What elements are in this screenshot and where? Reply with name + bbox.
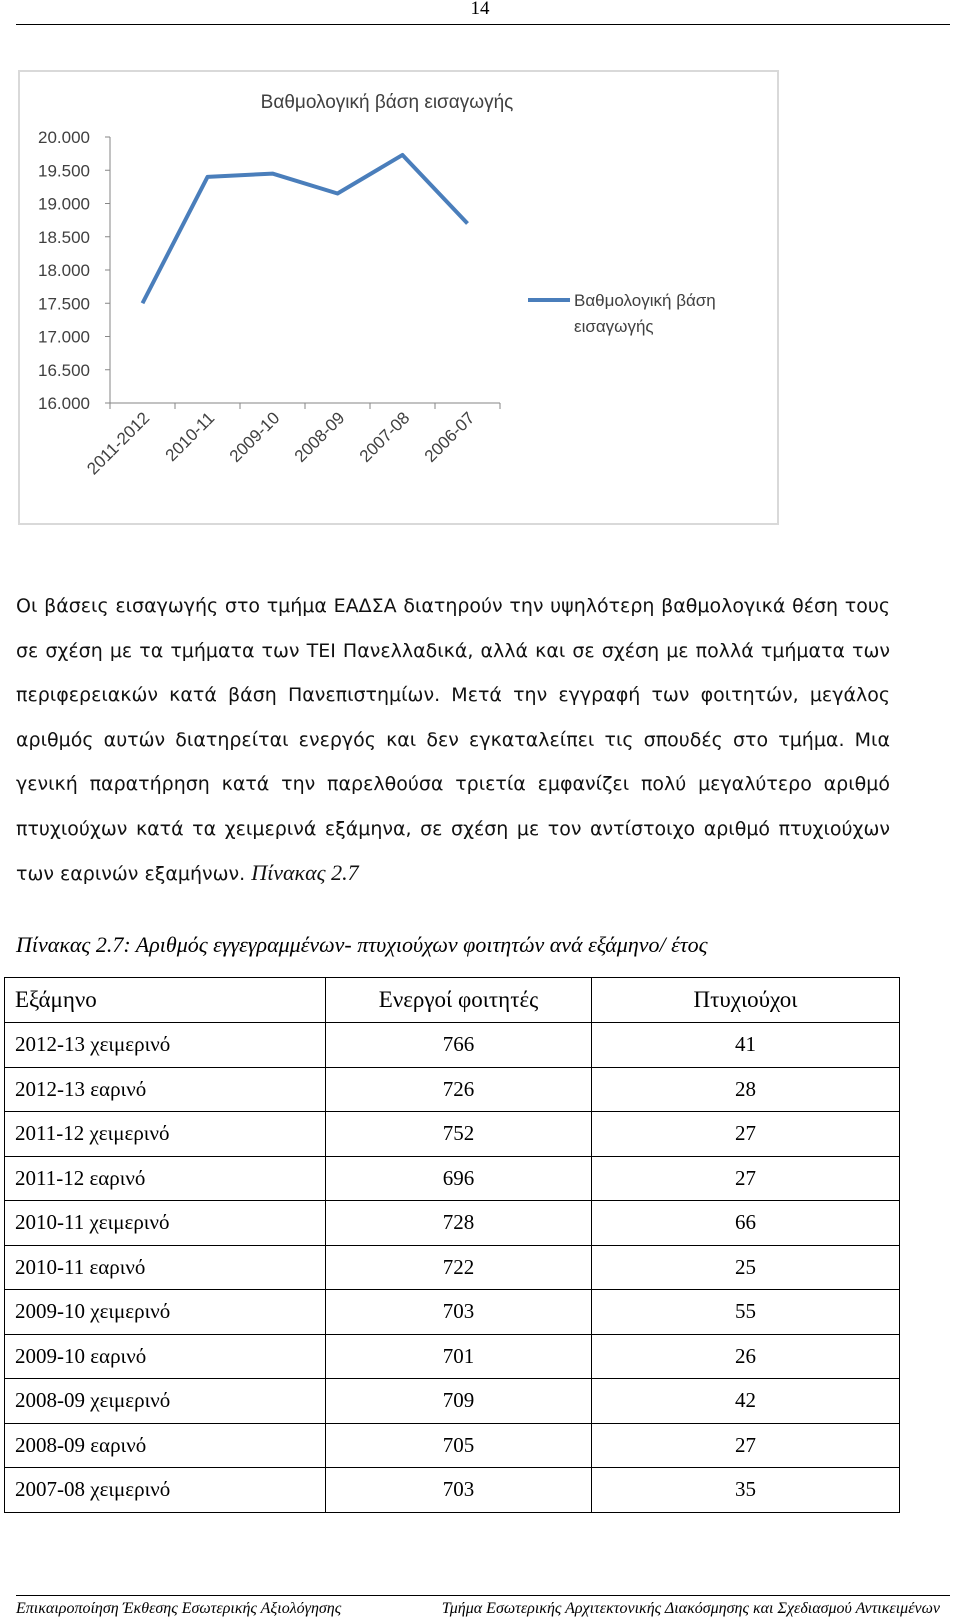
cell-semester: 2010-11 εαρινό <box>5 1245 326 1290</box>
table-caption: Πίνακας 2.7: Αριθμός εγγεγραμμένων- πτυχιούχων φοιτητών ανά εξάμηνο/ έτος <box>16 932 708 957</box>
table-header-row <box>5 978 900 1023</box>
header-semester: Εξάμηνο <box>5 978 326 1023</box>
header-active-students: Ενεργοί φοιτητές <box>326 978 592 1023</box>
cell-semester: 2008-09 χειμερινό <box>5 1379 326 1424</box>
series-line <box>143 155 468 303</box>
y-tick-label: 16.500 <box>38 360 90 380</box>
cell-semester: 2009-10 εαρινό <box>5 1334 326 1379</box>
body-paragraph <box>16 584 890 897</box>
cell-graduates: 25 <box>592 1245 900 1290</box>
cell-graduates: 42 <box>592 1379 900 1424</box>
paragraph-table-ref: Πίνακας 2.7 <box>251 860 359 885</box>
table-row <box>5 1112 900 1157</box>
cell-graduates: 41 <box>592 1023 900 1068</box>
cell-active: 703 <box>326 1290 592 1335</box>
chart-title: Βαθμολογική βάση εισαγωγής <box>260 92 514 113</box>
cell-active: 722 <box>326 1245 592 1290</box>
paragraph-text: Οι βάσεις εισαγωγής στο τμήμα ΕΑΔΣΑ διατηρούν την υψηλότερη βαθμολογικά θέση τους σε σχέση με τα τμήματα των ΤΕΙ Πανελλαδικά, αλλά και σε σχέση με πολλά τμήματα των περιφερειακών κατά βάση Πανεπιστημίων. Μετά την εγγραφή των φοιτητών, μεγάλος αριθμός αυτών διατηρείται ενεργός και δεν εγκαταλείπει τις σπουδές στο τμήμα. Μια γενική παρατήρηση κατά την παρελθούσα τριετία εμφανίζει πολύ μεγαλύτερο αριθμό πτυχιούχων κατά τα χειμερινά εξάμηνα, σε σχέση με τον αντίστοιχο αριθμό πτυχιούχων των εαρινών εξαμήνων. <box>16 595 890 885</box>
table-row <box>5 1201 900 1246</box>
page-number: 14 <box>470 0 490 19</box>
cell-semester: 2011-12 χειμερινό <box>5 1112 326 1157</box>
table-row <box>5 1468 900 1513</box>
cell-active: 728 <box>326 1201 592 1246</box>
x-tick-label: 2010-11 <box>161 408 219 466</box>
cell-graduates: 55 <box>592 1290 900 1335</box>
cell-active: 703 <box>326 1468 592 1513</box>
cell-semester: 2008-09 εαρινό <box>5 1423 326 1468</box>
cell-semester: 2011-12 εαρινό <box>5 1156 326 1201</box>
cell-semester: 2007-08 χειμερινό <box>5 1468 326 1513</box>
cell-graduates: 28 <box>592 1067 900 1112</box>
line-chart <box>18 70 779 525</box>
header-graduates: Πτυχιούχοι <box>592 978 900 1023</box>
x-tick-label: 2007-08 <box>355 408 414 466</box>
x-tick-label: 2008-09 <box>290 408 349 466</box>
cell-semester: 2010-11 χειμερινό <box>5 1201 326 1246</box>
footer-left: Επικαιροποίηση Έκθεσης Εσωτερικής Αξιολόγησης <box>16 1600 342 1617</box>
cell-graduates: 66 <box>592 1201 900 1246</box>
chart-svg <box>20 72 777 523</box>
cell-active: 701 <box>326 1334 592 1379</box>
legend-label: εισαγωγής <box>574 317 654 336</box>
footer-right: Τμήμα Εσωτερικής Αρχιτεκτονικής Διακόσμησης και Σχεδιασμού Αντικειμένων <box>441 1600 940 1617</box>
students-table <box>4 977 900 1513</box>
x-tick-label: 2009-10 <box>225 408 284 466</box>
y-tick-label: 19.500 <box>38 161 90 181</box>
y-tick-label: 17.500 <box>38 294 90 314</box>
cell-semester: 2012-13 χειμερινό <box>5 1023 326 1068</box>
y-tick-label: 16.000 <box>38 394 90 413</box>
table-row <box>5 1290 900 1335</box>
cell-active: 752 <box>326 1112 592 1157</box>
y-tick-label: 18.500 <box>38 227 90 247</box>
footer-rule <box>16 1595 950 1596</box>
y-tick-label: 20.000 <box>38 128 90 147</box>
table-row <box>5 1245 900 1290</box>
cell-active: 696 <box>326 1156 592 1201</box>
y-tick-label: 18.000 <box>38 261 90 280</box>
table-row <box>5 1156 900 1201</box>
cell-semester: 2009-10 χειμερινό <box>5 1290 326 1335</box>
y-tick-label: 17.000 <box>38 327 90 347</box>
cell-graduates: 27 <box>592 1423 900 1468</box>
cell-active: 766 <box>326 1023 592 1068</box>
table-row <box>5 1379 900 1424</box>
cell-graduates: 27 <box>592 1112 900 1157</box>
cell-active: 705 <box>326 1423 592 1468</box>
x-tick-label: 2006-07 <box>420 408 479 466</box>
cell-semester: 2012-13 εαρινό <box>5 1067 326 1112</box>
legend-label: Βαθμολογική βάση <box>574 291 716 310</box>
cell-graduates: 35 <box>592 1468 900 1513</box>
header-rule <box>16 24 950 25</box>
table-row <box>5 1423 900 1468</box>
cell-active: 726 <box>326 1067 592 1112</box>
cell-graduates: 27 <box>592 1156 900 1201</box>
x-tick-label: 2011-2012 <box>83 408 154 479</box>
cell-graduates: 26 <box>592 1334 900 1379</box>
cell-active: 709 <box>326 1379 592 1424</box>
table-row <box>5 1334 900 1379</box>
table-row <box>5 1023 900 1068</box>
y-tick-label: 19.000 <box>38 194 90 214</box>
table-row <box>5 1067 900 1112</box>
